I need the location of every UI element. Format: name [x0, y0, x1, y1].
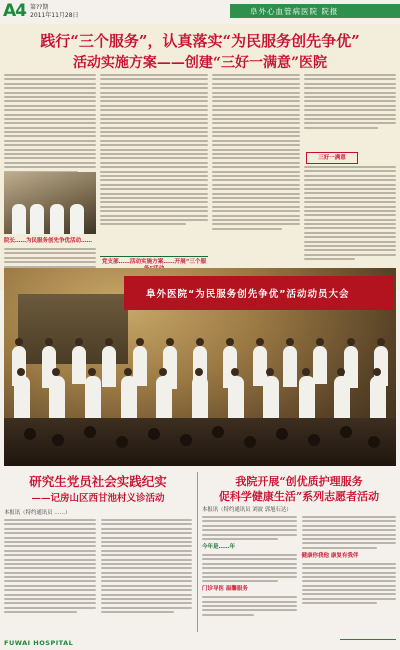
column-divider: [197, 472, 198, 632]
article-left-headline-2: ——记房山区西甘池村义诊活动: [31, 493, 165, 504]
top-headline-line-2: 活动实施方案——创建“三好一满意”医院: [72, 55, 328, 71]
article-left: [4, 474, 192, 617]
article-right-body: [202, 516, 396, 620]
footer-text: FUWAI HOSPITAL: [4, 639, 74, 647]
page-header: [0, 0, 400, 24]
people-row-front: [4, 376, 396, 421]
article-left-headline-1: 研究生党员社会实践纪实: [29, 474, 167, 489]
issue-info: [30, 4, 79, 19]
event-banner-text: 阜外医院“为民服务创先争优”活动动员大会: [146, 289, 350, 300]
audience: [4, 418, 396, 466]
top-article: [0, 24, 400, 290]
meeting-photo: [4, 172, 96, 234]
page-footer: [0, 636, 400, 650]
footer-rule: [340, 639, 396, 640]
top-headline-line-1: 践行“三个服务”，认真落实“为民服务创先争优”: [40, 32, 360, 50]
section-banner: [230, 4, 400, 18]
article-right-headline-2: 促科学健康生活”系列志愿者活动: [218, 490, 380, 503]
boxed-caption-text: 党支部……活动实施方案……开展“三个服: [101, 259, 207, 265]
highlight-stamp: [306, 152, 358, 164]
section-title: 阜外心血管病医院 院报: [250, 7, 339, 16]
article-right-subhead-2: 门诊导医 温馨服务: [202, 586, 248, 593]
text-column-2: [100, 74, 208, 229]
event-banner: [124, 276, 394, 310]
article-right-subhead-1: 今年是……年: [202, 543, 236, 550]
article-right-headline-1: 我院开展“创优质护理服务: [235, 475, 363, 488]
paragraph: [4, 74, 96, 173]
text-column-3: [212, 74, 300, 234]
text-column-4: [304, 74, 396, 133]
text-column-1: [4, 74, 96, 177]
conference-photo: [4, 268, 396, 466]
article-right-subhead-3: 健康你我他 康复有我伴: [301, 552, 359, 559]
issue-number: 第??期: [30, 4, 49, 11]
article-left-byline: 本报讯（特约通讯员 ……）: [4, 510, 71, 516]
article-right-byline: 本报讯（特约通讯员 刘波 郭旭石达）: [202, 507, 292, 513]
stamp-text: 三好一满意: [318, 155, 346, 161]
article-left-body: [4, 519, 192, 617]
page-number: A4: [3, 1, 26, 21]
photo-caption-text: 院长……为民服务创先争优活动……: [4, 238, 93, 244]
issue-date: 2011年11月28日: [30, 11, 79, 19]
article-right: [202, 474, 396, 620]
text-column-4b: [304, 166, 396, 264]
